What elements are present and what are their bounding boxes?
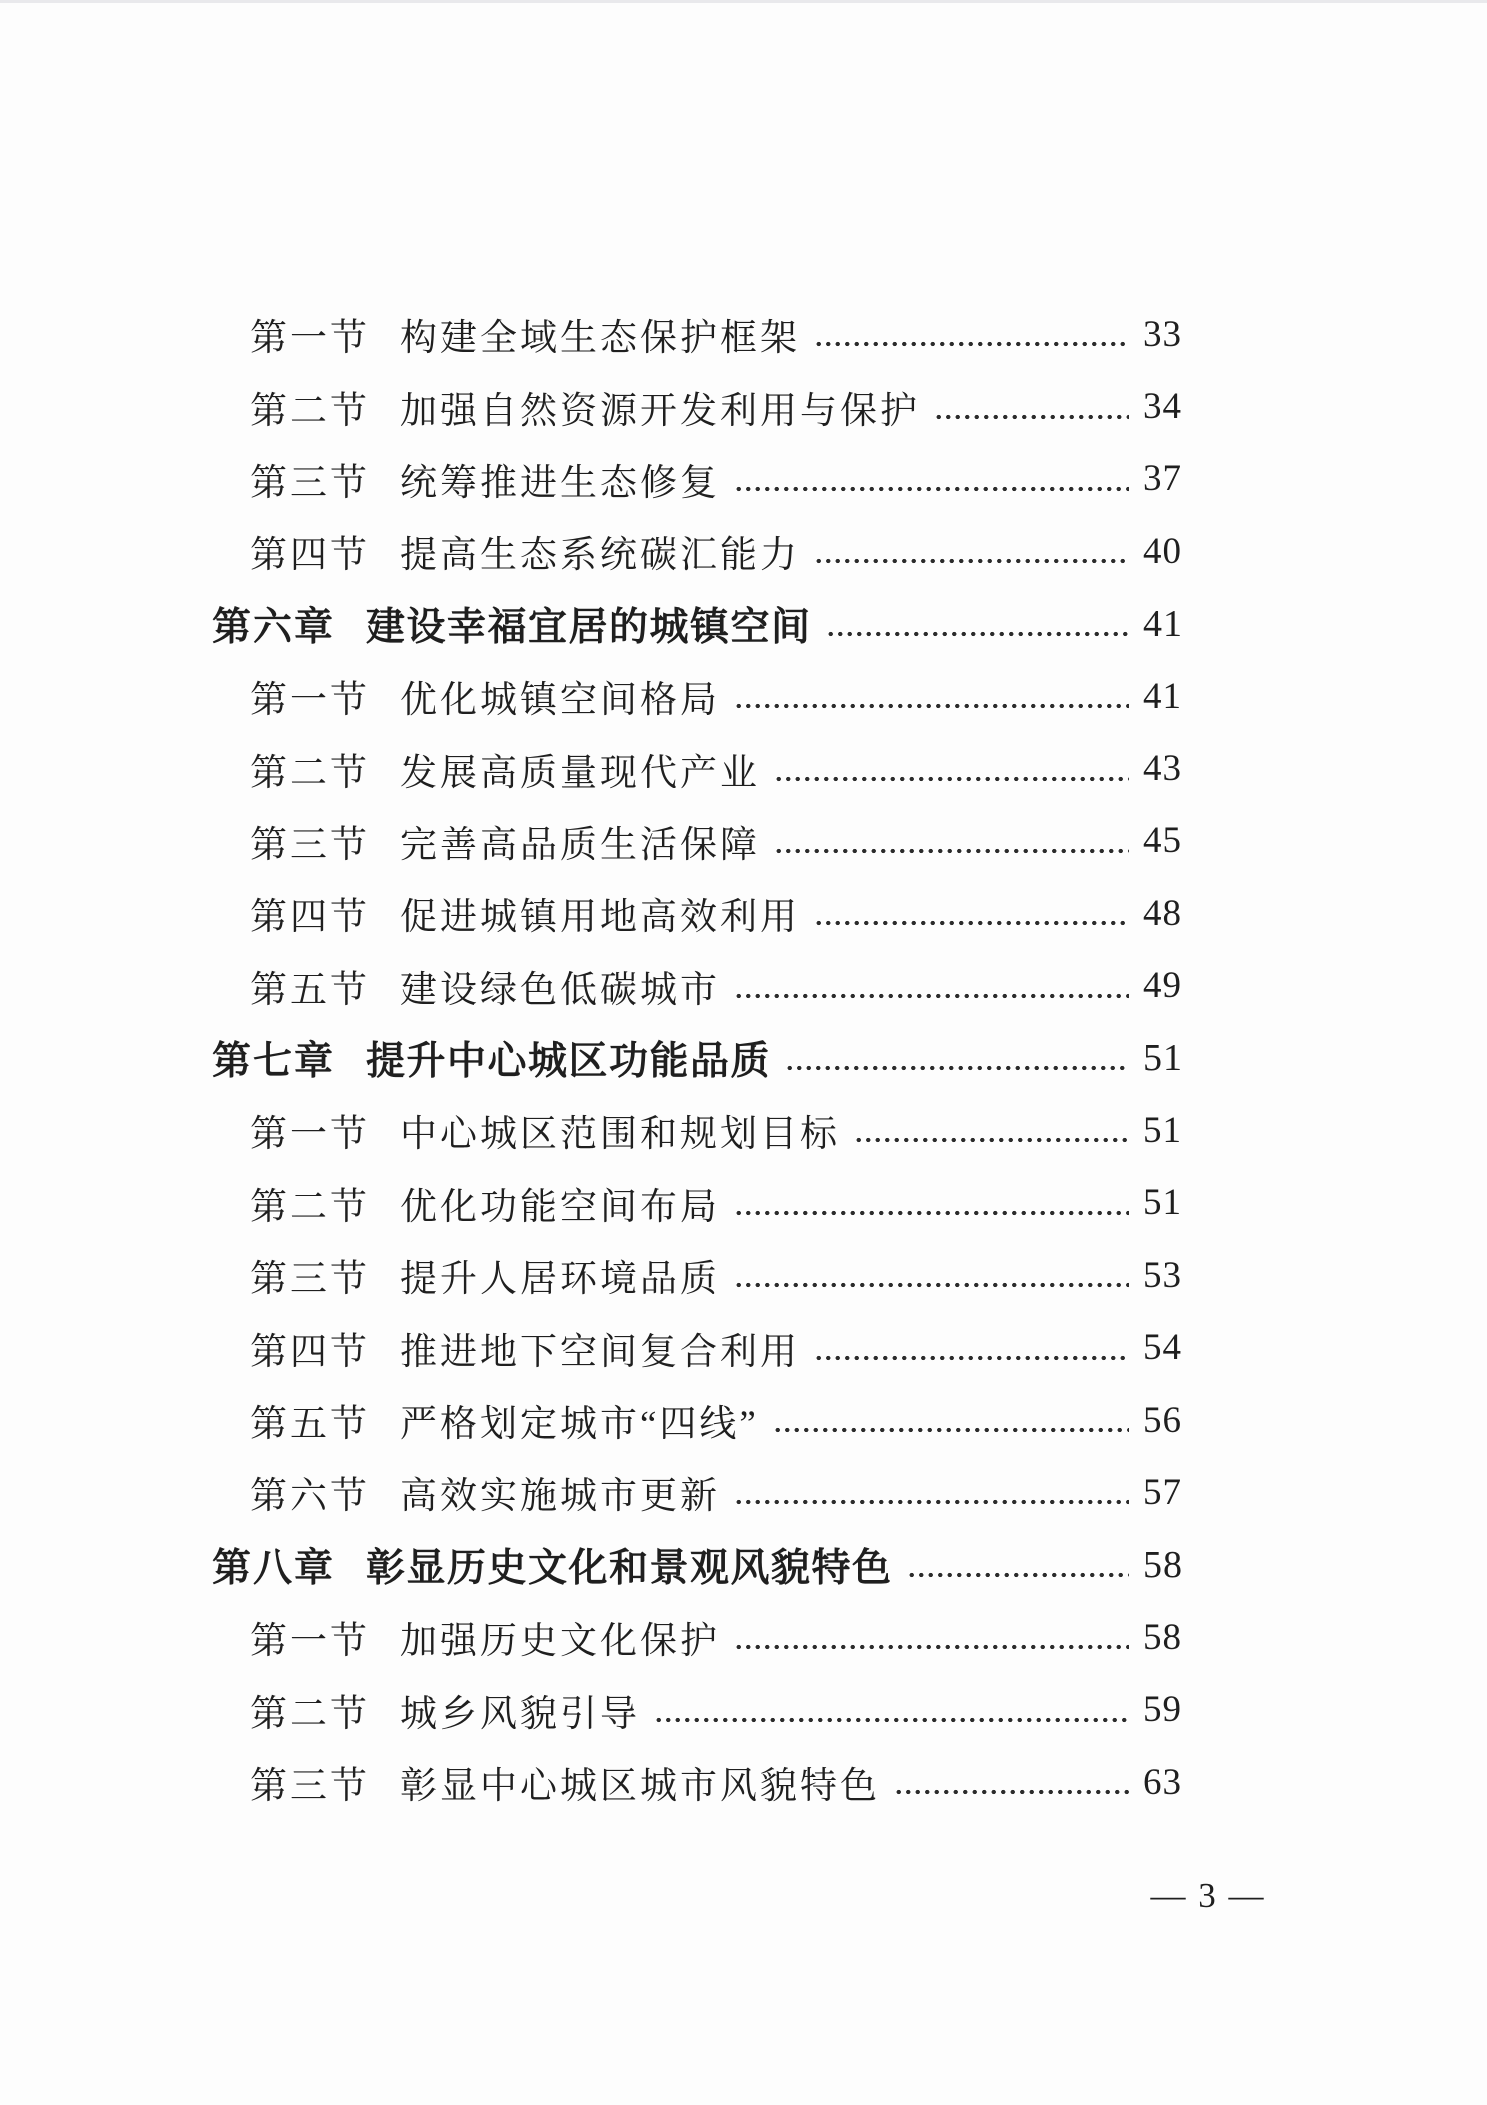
- entry-title: 提高生态系统碳汇能力: [400, 535, 800, 577]
- entry-title: 促进城镇用地高效利用: [400, 897, 800, 939]
- toc-entry: [0, 370, 1487, 442]
- entry-page-number: 57: [1143, 1471, 1182, 1513]
- entry-title: 高效实施城市更新: [400, 1476, 720, 1518]
- entry-label: 第二节: [250, 1186, 370, 1228]
- dot-leader: [734, 1209, 1129, 1217]
- toc-entry: [0, 1311, 1487, 1383]
- entry-label: 第一节: [250, 1621, 370, 1663]
- entry-page-number: 37: [1143, 458, 1182, 500]
- dot-leader: [774, 775, 1129, 783]
- dot-leader: [774, 847, 1129, 855]
- entry-label: 第三节: [250, 824, 370, 866]
- entry-page-number: 41: [1143, 675, 1182, 717]
- entry-title: 加强自然资源开发利用与保护: [400, 390, 920, 432]
- entry-label: 第一节: [250, 318, 370, 360]
- dot-leader: [734, 702, 1129, 710]
- entry-label: 第三节: [250, 462, 370, 504]
- entry-page-number: 40: [1143, 530, 1182, 572]
- toc-entry: [0, 877, 1487, 949]
- entry-title: 发展高质量现代产业: [400, 752, 760, 794]
- entry-page-number: 59: [1143, 1689, 1182, 1731]
- toc-entry: [0, 1384, 1487, 1456]
- toc-entry: [0, 443, 1487, 515]
- entry-label: 第二节: [250, 752, 370, 794]
- entry-label: 第四节: [250, 535, 370, 577]
- entry-title: 统筹推进生态修复: [400, 462, 720, 504]
- toc-entry: [0, 950, 1487, 1022]
- dot-leader: [826, 630, 1129, 638]
- entry-page-number: 54: [1143, 1327, 1182, 1369]
- dot-leader: [814, 1354, 1129, 1362]
- entry-title: 中心城区范围和规划目标: [400, 1114, 840, 1156]
- entry-title: 严格划定城市“四线”: [400, 1404, 759, 1446]
- toc-entry: [0, 1601, 1487, 1673]
- dot-leader: [934, 413, 1129, 421]
- dot-leader: [734, 485, 1129, 493]
- dot-leader: [734, 1498, 1129, 1506]
- entry-page-number: 58: [1143, 1543, 1183, 1586]
- toc-entry: [0, 660, 1487, 732]
- toc-entry: [0, 298, 1487, 370]
- dot-leader: [814, 340, 1129, 348]
- entry-title: 构建全域生态保护框架: [400, 318, 800, 360]
- dot-leader: [894, 1788, 1129, 1796]
- entry-label: 第七章: [212, 1040, 336, 1084]
- dot-leader: [734, 1643, 1129, 1651]
- dot-leader: [907, 1571, 1129, 1579]
- entry-page-number: 51: [1143, 1037, 1183, 1080]
- dot-leader: [773, 1426, 1129, 1434]
- entry-page-number: 53: [1143, 1254, 1182, 1296]
- entry-page-number: 48: [1143, 892, 1182, 934]
- entry-label: 第三节: [250, 1766, 370, 1807]
- entry-label: 第五节: [250, 969, 370, 1011]
- toc-entry: [0, 1673, 1487, 1745]
- dot-leader: [814, 557, 1129, 565]
- entry-page-number: 45: [1143, 820, 1182, 862]
- entry-page-number: 63: [1143, 1761, 1182, 1803]
- toc-entry: [0, 1456, 1487, 1528]
- entry-label: 第二节: [250, 390, 370, 432]
- entry-label: 第三节: [250, 1259, 370, 1301]
- entry-title: 加强历史文化保护: [400, 1621, 720, 1663]
- entry-label: 第六节: [250, 1476, 370, 1518]
- toc-entry: [0, 1239, 1487, 1311]
- dot-leader: [785, 1064, 1129, 1072]
- entry-page-number: 33: [1143, 313, 1182, 355]
- dot-leader: [854, 1136, 1129, 1144]
- entry-title: 完善高品质生活保障: [400, 824, 760, 866]
- entry-label: 第一节: [250, 1114, 370, 1156]
- dot-leader: [734, 1281, 1129, 1289]
- entry-page-number: 51: [1143, 1182, 1182, 1224]
- entry-label: 第四节: [250, 897, 370, 939]
- entry-title: 提升中心城区功能品质: [366, 1040, 772, 1084]
- page-footer: [0, 1876, 1487, 1926]
- dot-leader: [654, 1716, 1129, 1724]
- entry-title: 彰显中心城区城市风貌特色: [400, 1766, 880, 1807]
- toc-entry: [0, 515, 1487, 587]
- entry-title: 城乡风貌引导: [400, 1693, 640, 1735]
- entry-page-number: 58: [1143, 1616, 1182, 1658]
- entry-title: 提升人居环境品质: [400, 1259, 720, 1301]
- entry-title: 建设幸福宜居的城镇空间: [366, 605, 812, 649]
- toc-entry: [0, 805, 1487, 877]
- toc-entry: [0, 588, 1487, 660]
- entry-title: 彰显历史文化和景观风貌特色: [366, 1546, 893, 1590]
- entry-page-number: 49: [1143, 965, 1182, 1007]
- entry-label: 第五节: [250, 1404, 370, 1446]
- scan-edge-artifact: [0, 0, 1487, 3]
- entry-label: 第四节: [250, 1331, 370, 1373]
- entry-page-number: 41: [1143, 602, 1183, 645]
- page-number: — 3 —: [1150, 1876, 1266, 1915]
- dot-leader: [814, 919, 1129, 927]
- entry-title: 推进地下空间复合利用: [400, 1331, 800, 1373]
- entry-label: 第八章: [212, 1546, 336, 1590]
- entry-title: 优化城镇空间格局: [400, 680, 720, 722]
- entry-title: 优化功能空间布局: [400, 1186, 720, 1228]
- toc-entry: [0, 732, 1487, 804]
- entry-page-number: 56: [1143, 1399, 1182, 1441]
- entry-label: 第一节: [250, 680, 370, 722]
- toc-entry: [0, 1094, 1487, 1166]
- toc-entry: [0, 1167, 1487, 1239]
- toc-entry: [0, 1022, 1487, 1094]
- toc-entry: [0, 1746, 1487, 1818]
- entry-page-number: 43: [1143, 748, 1182, 790]
- entry-page-number: 34: [1143, 386, 1182, 428]
- dot-leader: [734, 992, 1129, 1000]
- entry-title: 建设绿色低碳城市: [400, 969, 720, 1011]
- toc-entry: [0, 1529, 1487, 1601]
- entry-label: 第六章: [212, 605, 336, 649]
- entry-label: 第二节: [250, 1693, 370, 1735]
- entry-page-number: 51: [1143, 1109, 1182, 1151]
